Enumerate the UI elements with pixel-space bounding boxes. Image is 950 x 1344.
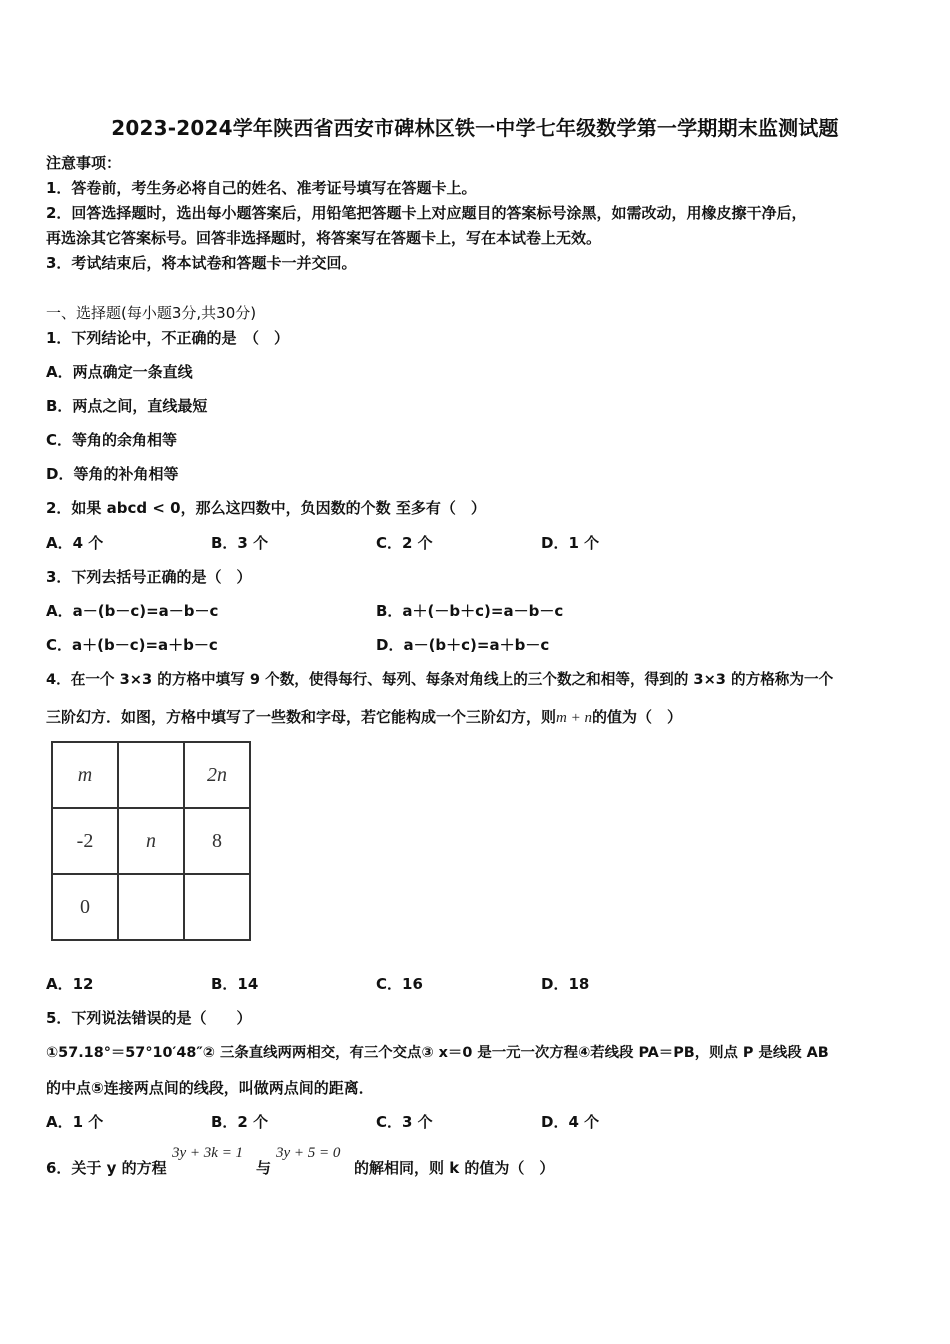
q4-stem-line-1: 4．在一个 3×3 的方格中填写 9 个数，使得每行、每列、每条对角线上的三个数之和相等，得到的 3×3 的方格称为一个: [46, 671, 834, 688]
page-title: 2023-2024学年陕西省西安市碑林区铁一中学七年级数学第一学期期末监测试题: [111, 116, 839, 140]
q5-option-a: A．1 个: [46, 1113, 104, 1131]
q3-option-a: A．a－(b－c)=a－b－c: [46, 602, 219, 620]
q5-statement-line-2: 的中点⑤连接两点间的线段，叫做两点间的距离．: [46, 1079, 374, 1097]
q1-stem: 1．下列结论中，不正确的是 （ ）: [46, 329, 289, 347]
q6-conjunction: 与: [256, 1159, 272, 1177]
notice-item-3: 3．考试结束后，将本试卷和答题卡一并交回。: [46, 254, 357, 272]
grid-cell: n: [118, 808, 184, 874]
q3-option-c: C．a＋(b－c)=a＋b－c: [46, 636, 218, 654]
q6-stem-end: 的解相同，则 k 的值为（ ）: [354, 1159, 555, 1177]
grid-cell: 8: [184, 808, 250, 874]
q4-stem-text: 三阶幻方．如图，方格中填写了一些数和字母，若它能构成一个三阶幻方，则: [46, 708, 557, 726]
q3-stem: 3．下列去括号正确的是（ ）: [46, 568, 252, 586]
q2-option-b: B．3 个: [211, 534, 269, 552]
q2-option-d: D．1 个: [541, 534, 600, 552]
grid-cell: [118, 874, 184, 940]
notice-heading: 注意事项：: [46, 154, 122, 172]
q6-equation-1: 3y + 3k = 1: [172, 1145, 244, 1161]
grid-cell: -2: [52, 808, 118, 874]
q6-stem-start: 6．关于 y 的方程: [46, 1159, 167, 1177]
q2-option-a: A．4 个: [46, 534, 104, 552]
q4-option-c: C．16: [376, 975, 423, 993]
q6-equation-2: 3y + 5 = 0: [276, 1145, 341, 1161]
grid-cell: m: [52, 742, 118, 808]
q5-option-c: C．3 个: [376, 1113, 433, 1131]
notice-item-2: 2．回答选择题时，选出每小题答案后，用铅笔把答题卡上对应题目的答案标号涂黑，如需改动，用橡皮擦干净后，: [46, 204, 807, 222]
q1-option-c: C．等角的余角相等: [46, 431, 178, 449]
q5-statement-line-1: ①57.18°＝57°10′48″② 三条直线两两相交，有三个交点③ x＝0 是一元一次方程④若线段 PA＝PB，则点 P 是线段 AB: [46, 1045, 829, 1061]
q2-option-c: C．2 个: [376, 534, 433, 552]
grid-cell: 0: [52, 874, 118, 940]
q5-option-b: B．2 个: [211, 1113, 269, 1131]
q4-option-b: B．14: [211, 975, 259, 993]
grid-cell: 2n: [184, 742, 250, 808]
grid-cell: [184, 874, 250, 940]
grid-cell: [118, 742, 184, 808]
q4-option-d: D．18: [541, 975, 590, 993]
q1-option-b: B．两点之间，直线最短: [46, 397, 208, 415]
q4-stem-suffix: 的值为（ ）: [591, 708, 682, 726]
section-heading: 一、选择题(每小题3分,共30分): [46, 304, 257, 322]
q3-option-d: D．a－(b＋c)=a＋b－c: [376, 636, 550, 654]
magic-square-grid: [51, 741, 251, 941]
q3-option-b: B．a＋(－b＋c)=a－b－c: [376, 602, 564, 620]
q5-option-d: D．4 个: [541, 1113, 600, 1131]
q2-stem: 2．如果 abcd < 0，那么这四数中，负因数的个数 至多有（ ）: [46, 499, 486, 517]
notice-item-1: 1．答卷前，考生务必将自己的姓名、准考证号填写在答题卡上。: [46, 179, 477, 197]
q4-expression: m + n: [556, 710, 592, 726]
q1-option-d: D．等角的补角相等: [46, 465, 179, 483]
q4-stem-line-2: [46, 706, 682, 727]
notice-item-2-continued: 再选涂其它答案标号。回答非选择题时，将答案写在答题卡上，写在本试卷上无效。: [46, 229, 602, 247]
q5-stem: 5．下列说法错误的是（ ）: [46, 1009, 252, 1027]
q4-option-a: A．12: [46, 975, 94, 993]
q1-option-a: A．两点确定一条直线: [46, 363, 193, 381]
